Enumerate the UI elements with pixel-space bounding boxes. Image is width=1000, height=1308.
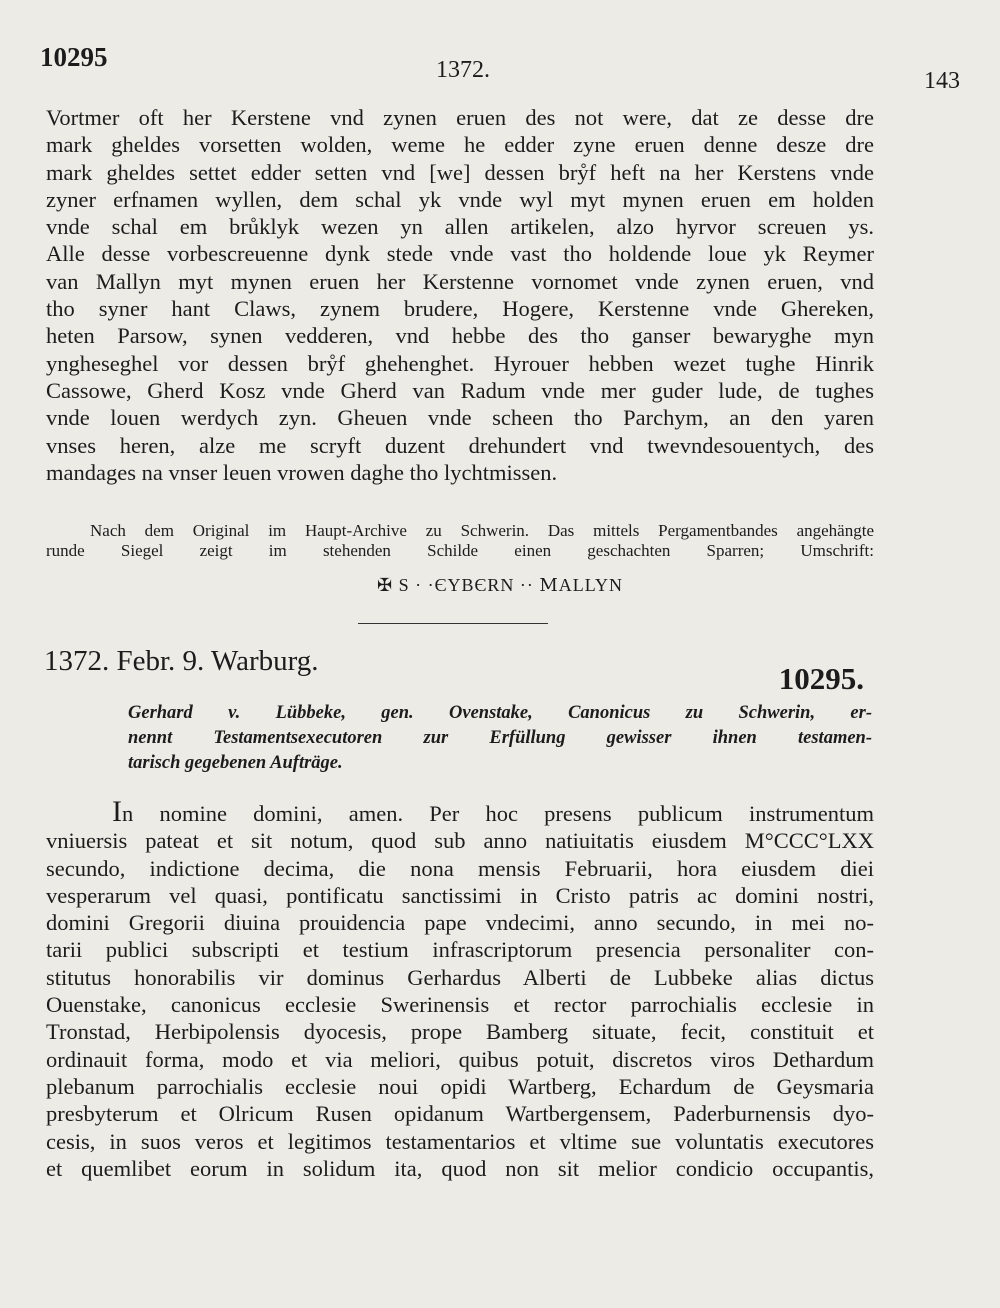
entry-date-place: 1372. Febr. 9. Warburg. — [44, 645, 319, 677]
text-line: vniuersis pateat et sit notum, quod sub anno natiuitatis eiusdem M°CCC°LXX — [46, 828, 874, 854]
text-line: tho syner hant Claws, zynem brudere, Hogere, Kerstenne vnde Ghereken, — [46, 296, 874, 322]
text-line: heten Parsow, synen vedderen, vnd hebbe des tho ganser bewaryghe myn — [46, 323, 874, 349]
source-note-line: runde Siegel zeigt im stehenden Schilde einen geschachten Sparren; Umschrift: — [46, 541, 874, 560]
source-note — [46, 521, 874, 561]
text-line: Alle desse vorbescreuenne dynk stede vnde vast tho holdende loue yk Reymer — [46, 241, 874, 267]
text-line: plebanum parrochialis ecclesie noui opidi Wartberg, Echardum de Geysmaria — [46, 1073, 874, 1099]
text-line: zyner erfnamen wyllen, dem schal yk vnde wyl myt mynen eruen em holden — [46, 186, 874, 212]
text-line: tarii publici subscripti et testium infrascriptorum presencia personaliter con- — [46, 937, 874, 963]
text-line: yngheseghel vor dessen brẙf ghehenghet. Hyrouer hebben wezet tughe Hinrik — [46, 350, 874, 376]
text-line: et quemlibet eorum in solidum ita, quod non sit melior condicio occupantis, — [46, 1155, 874, 1181]
entry-number: 10295. — [778, 661, 864, 696]
text-line: van Mallyn myt mynen eruen her Kerstenne vornomet vnde zynen eruen, vnd — [46, 268, 874, 294]
text-line: presbyterum et Olricum Rusen opidanum Wartbergensem, Paderburnensis dyo- — [46, 1101, 874, 1127]
text-line: vnde louen werdych zyn. Gheuen vnde scheen tho Parchym, an den yaren — [46, 405, 874, 431]
text-line: Cassowe, Gherd Kosz vnde Gherd van Radum vnde mer guder lude, de tughes — [46, 377, 874, 403]
text-line: stitutus honorabilis vir dominus Gerhardus Alberti de Lubbeke alias dictus — [46, 964, 874, 990]
page-number: 143 — [924, 68, 960, 94]
summary-line: tarisch gegebenen Aufträge. — [128, 753, 343, 773]
text-line: domini Gregorii diuina prouidencia pape vndecimi, anno secundo, in mei no- — [46, 910, 874, 936]
text-line: vnde schal em brůklyk wezen yn allen artikelen, alzo hyrvor screuen ys. — [46, 214, 874, 240]
first-line-text: n nomine domini, amen. Per hoc presens publicum instrumentum — [122, 801, 874, 826]
text-line: secundo, indictione decima, die nona mensis Februarii, hora eiusdem diei — [46, 855, 874, 881]
header-document-number: 10295 — [40, 42, 108, 72]
source-note-line: Nach dem Original im Haupt-Archive zu Schwerin. Das mittels Pergamentbandes angehängte — [90, 521, 874, 540]
entry-heading — [44, 645, 864, 697]
seal-inscription: ✠ S · ·ЄYBЄRN ·· ⅯALLYN — [377, 575, 623, 595]
running-header — [40, 40, 960, 94]
text-line: mandages na vnser leuen vrowen daghe tho lychtmissen. — [46, 459, 558, 485]
summary-line: Gerhard v. Lübbeke, gen. Ovenstake, Canonicus zu Schwerin, er- — [128, 703, 872, 723]
text-line: vesperarum vel quasi, pontificatu sanctissimi in Cristo patris ac domini nostri, — [46, 882, 874, 908]
summary-line: nennt Testamentsexecutoren zur Erfüllung gewisser ihnen testamen- — [128, 728, 872, 748]
header-year: 1372. — [436, 57, 490, 83]
text-line: Ouenstake, canonicus ecclesie Swerinensis et rector parrochialis ecclesie in — [46, 992, 874, 1018]
section-divider — [358, 623, 548, 624]
text-line: mark gheldes settet edder setten vnd [we] dessen brẙf heft na her Kerstens vnde — [46, 159, 874, 185]
text-line-first — [46, 795, 874, 828]
entry-text — [46, 795, 874, 1182]
text-line: cesis, in suos veros et legitimos testamentarios et vltime sue voluntatis executores — [46, 1128, 874, 1154]
drop-cap: I — [112, 795, 122, 828]
text-line: Vortmer oft her Kerstene vnd zynen eruen des not were, dat ze desse dre — [46, 105, 874, 130]
text-line: Tronstad, Herbipolensis dyocesis, prope Bamberg situate, fecit, constituit et — [46, 1019, 874, 1045]
entry-summary — [128, 701, 872, 776]
text-line: vnses heren, alze me scryft duzent drehundert vnd twevndesouentych, des — [46, 432, 874, 458]
text-line: ordinauit forma, modo et via meliori, quibus potuit, discretos viros Dethardum — [46, 1046, 874, 1072]
continuation-text — [46, 104, 874, 486]
text-line: mark gheldes vorsetten wolden, weme he edder zyne eruen denne desze dre — [46, 132, 874, 158]
